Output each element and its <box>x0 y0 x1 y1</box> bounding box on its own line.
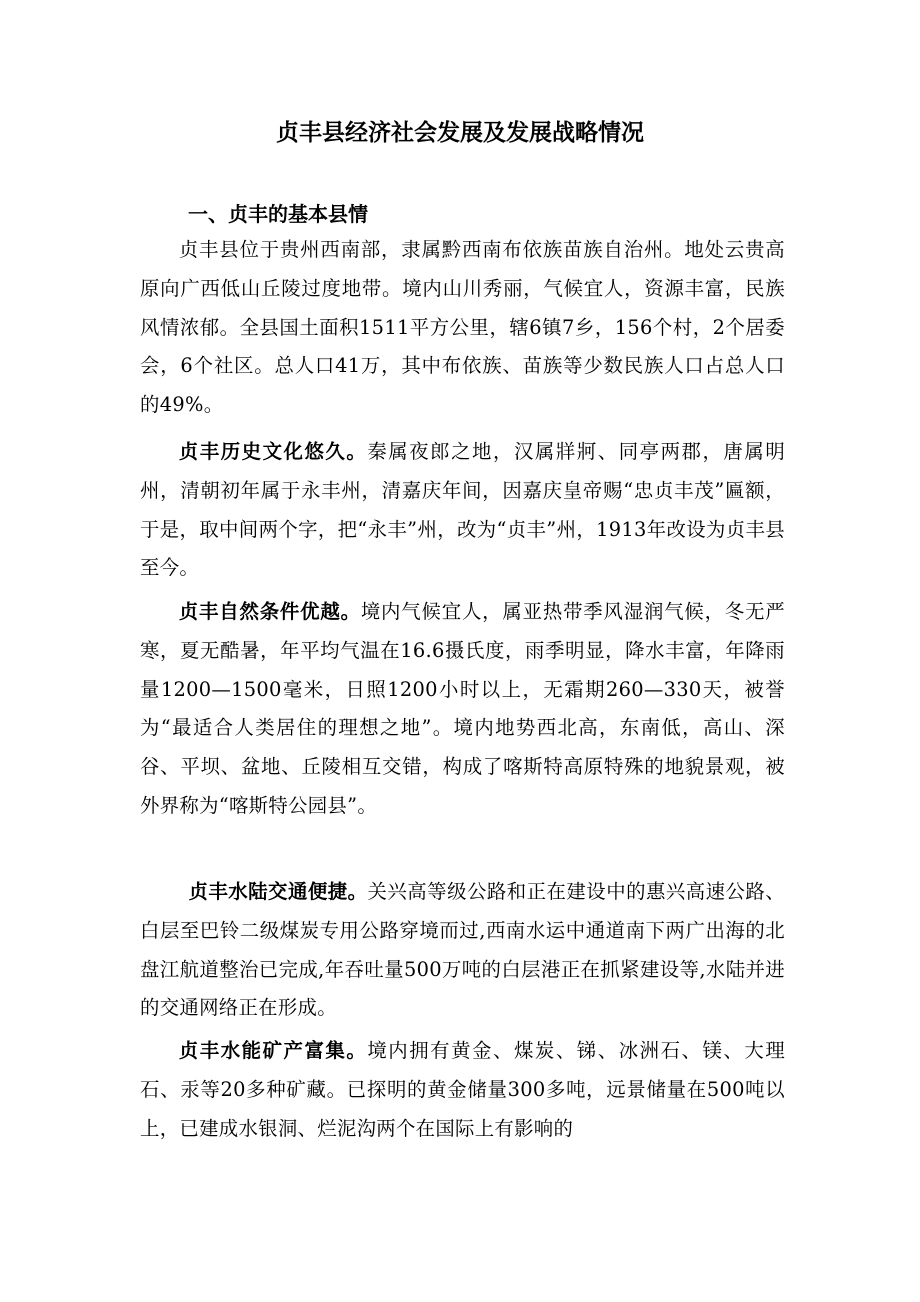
paragraph-history <box>140 433 785 588</box>
paragraph-transport <box>140 873 785 1028</box>
section-heading: 一、贞丰的基本县情 <box>188 202 368 226</box>
paragraph-overview <box>140 231 785 425</box>
paragraph-lead: 贞丰自然条件优越。 <box>178 600 361 623</box>
paragraph-resources <box>140 1032 785 1148</box>
paragraph-body: 关兴高等级公路和正在建设中的惠兴高速公路、白层至巴铃二级煤炭专用公路穿境而过,西南水运中通道南下两广出海的北盘江航道整治已完成,年吞吐量500万吨的白层港正在抓紧建设等,水陆并进的交通网络正在形成。 <box>140 880 785 1020</box>
paragraph-lead: 贞丰历史文化悠久。 <box>178 440 368 463</box>
paragraph-body: 境内气候宜人，属亚热带季风湿润气候，冬无严寒，夏无酷暑，年平均气温在16.6摄氏度，雨季明显，降水丰富，年降雨量1200—1500毫米，日照1200小时以上，无霜期260—330天，被誉为“最适合人类居住的理想之地”。境内地势西北高，东南低，高山、深谷、平坝、盆地、丘陵相互交错，构成了喀斯特高原特殊的地貌景观，被外界称为“喀斯特公园县”。 <box>140 600 785 817</box>
paragraph-body: 贞丰县位于贵州西南部，隶属黔西南布依族苗族自治州。地处云贵高原向广西低山丘陵过度地带。境内山川秀丽，气候宜人，资源丰富，民族风情浓郁。全县国土面积1511平方公里，辖6镇7乡，156个村，2个居委会，6个社区。总人口41万，其中布依族、苗族等少数民族人口占总人口的49%。 <box>140 238 785 417</box>
paragraph-lead: 贞丰水陆交通便捷。 <box>188 880 368 903</box>
paragraph-body: 秦属夜郎之地，汉属牂牁、同亭两郡，唐属明州，清朝初年属于永丰州，清嘉庆年间，因嘉庆皇帝赐“忠贞丰茂”匾额，于是，取中间两个字，把“永丰”州，改为“贞丰”州，1913年改设为贞丰县至今。 <box>140 440 786 580</box>
document-title: 贞丰县经济社会发展及发展战略情况 <box>276 120 644 146</box>
paragraph-lead: 贞丰水能矿产富集。 <box>178 1039 368 1062</box>
paragraph-nature <box>140 593 785 826</box>
paragraph-body: 境内拥有黄金、煤炭、锑、冰洲石、镁、大理石、汞等20多种矿藏。已探明的黄金储量300多吨，远景储量在500吨以上，已建成水银洞、烂泥沟两个在国际上有影响的 <box>140 1039 786 1140</box>
